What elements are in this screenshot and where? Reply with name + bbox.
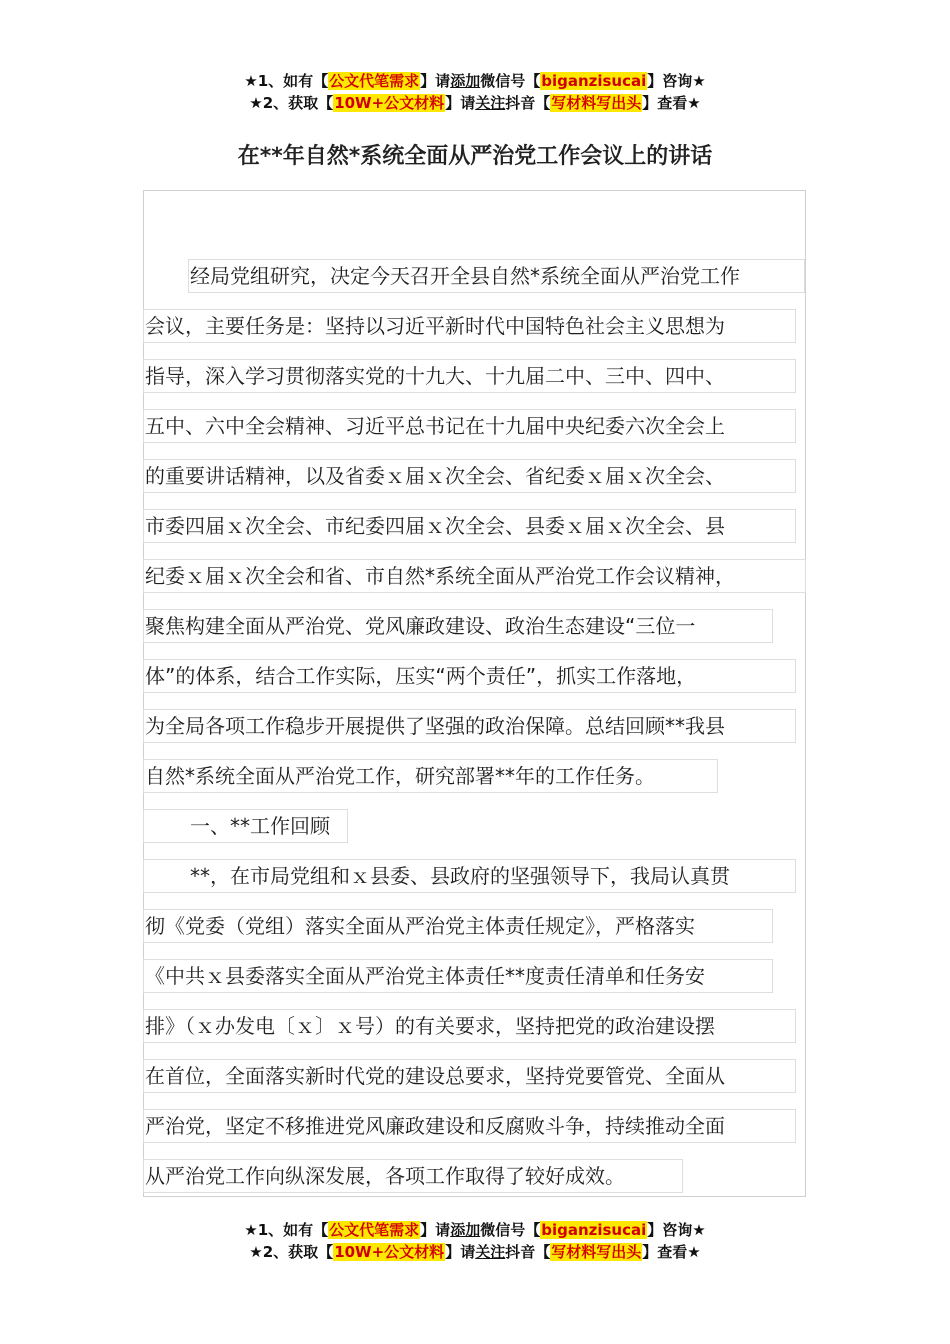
paragraph-line: 彻《党委（党组）落实全面从严治党主体责任规定》，严格落实 [145,914,695,938]
douyin-id: 写材料写出头 [551,94,642,112]
notice-line-1 [0,70,950,92]
notice-text: 】请 [420,72,451,90]
notice-text: 】请 [445,94,476,112]
notice-underline: 添加 [450,72,481,90]
paragraph-line: 体”的体系，结合工作实际，压实“两个责任”，抓实工作落地， [145,664,697,688]
notice-text: 】咨询★ [647,1221,706,1239]
wechat-id: biganzisucai [541,72,647,90]
paragraph-line: 为全局各项工作稳步开展提供了坚强的政治保障。总结回顾**我县 [145,714,725,738]
notice-highlight: 10W+公文材料 [334,94,445,112]
notice-highlight: 公文代笔需求 [329,1221,420,1239]
paragraph-line: 的重要讲话精神，以及省委ｘ届ｘ次全会、省纪委ｘ届ｘ次全会、 [145,464,725,488]
paragraph-line: 纪委ｘ届ｘ次全会和省、市自然*系统全面从严治党工作会议精神， [145,564,735,588]
paragraph-line: 五中、六中全会精神、习近平总书记在十九届中央纪委六次全会上 [145,414,725,438]
notice-text: 】请 [445,1243,476,1261]
notice-line-2 [0,1241,950,1263]
paragraph-line: 《中共ｘ县委落实全面从严治党主体责任**度责任清单和任务安 [145,964,705,988]
notice-text: ★2、获取【 [249,1243,334,1261]
notice-text: 抖音【 [505,94,551,112]
notice-text: 抖音【 [505,1243,551,1261]
wechat-id: biganzisucai [541,1221,647,1239]
notice-underline: 关注 [475,1243,506,1261]
paragraph-line: 在首位，全面落实新时代党的建设总要求，坚持党要管党、全面从 [145,1064,725,1088]
notice-text: 】查看★ [642,1243,701,1261]
top-notice-banner [0,70,950,114]
notice-highlight: 公文代笔需求 [329,72,420,90]
notice-highlight: 10W+公文材料 [334,1243,445,1261]
paragraph-line: 指导，深入学习贯彻落实党的十九大、十九届二中、三中、四中、 [145,364,725,388]
douyin-id: 写材料写出头 [551,1243,642,1261]
notice-text: ★2、获取【 [249,94,334,112]
paragraph-line: 从严治党工作向纵深发展，各项工作取得了较好成效。 [145,1164,625,1188]
notice-underline: 添加 [450,1221,481,1239]
paragraph-line: 聚焦构建全面从严治党、党风廉政建设、政治生态建设“三位一 [145,614,696,638]
paragraph-line: 严治党，坚定不移推进党风廉政建设和反腐败斗争，持续推动全面 [145,1114,725,1138]
notice-line-2 [0,92,950,114]
document-title: 在**年自然*系统全面从严治党工作会议上的讲话 [237,144,713,169]
paragraph-line: 自然*系统全面从严治党工作，研究部署**年的工作任务。 [145,764,655,788]
notice-text: ★1、如有【 [244,1221,329,1239]
paragraph-line: **，在市局党组和ｘ县委、县政府的坚强领导下，我局认真贯 [190,864,730,888]
notice-underline: 关注 [475,94,506,112]
paragraph-line: 会议，主要任务是：坚持以习近平新时代中国特色社会主义思想为 [145,314,725,338]
notice-text: 】咨询★ [647,72,706,90]
notice-line-1 [0,1219,950,1241]
notice-text: ★1、如有【 [244,72,329,90]
notice-text: 微信号【 [480,1221,541,1239]
notice-text: 】查看★ [642,94,701,112]
section-heading: 一、**工作回顾 [190,814,330,838]
bottom-notice-banner [0,1219,950,1263]
paragraph-line: 经局党组研究，决定今天召开全县自然*系统全面从严治党工作 [190,264,740,288]
paragraph-line: 市委四届ｘ次全会、市纪委四届ｘ次全会、县委ｘ届ｘ次全会、县 [145,514,725,538]
paragraph-line: 排》（ｘ办发电〔ｘ〕ｘ号）的有关要求，坚持把党的政治建设摆 [145,1014,715,1038]
notice-text: 】请 [420,1221,451,1239]
notice-text: 微信号【 [480,72,541,90]
